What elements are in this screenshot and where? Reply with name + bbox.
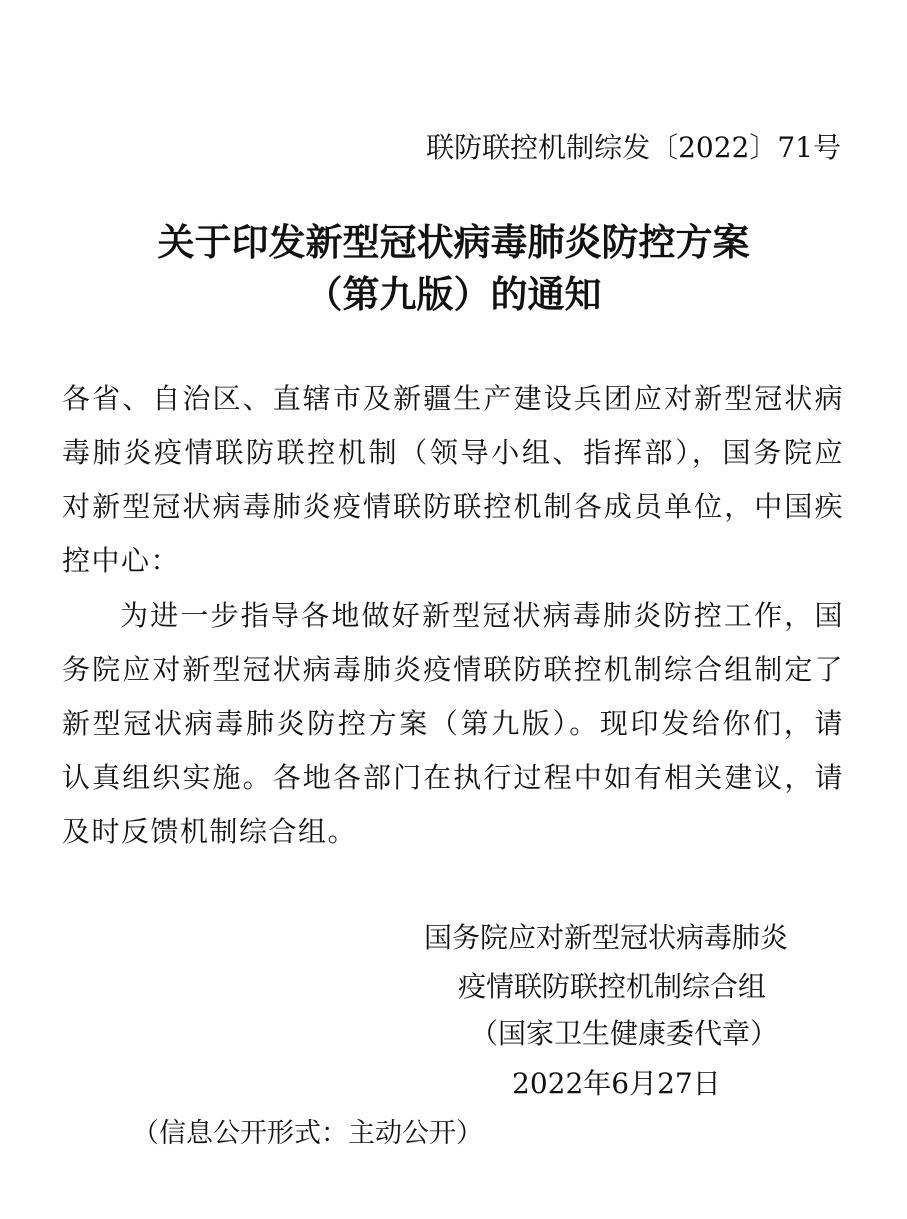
signature-seal-note: （国家卫生健康委代章）: [470, 1017, 779, 1050]
document-title-line-1: 关于印发新型冠状病毒肺炎防控方案: [157, 221, 750, 264]
signature-issuer-line-2: 疫情联防联控机制综合组: [458, 970, 767, 1003]
recipients-paragraph: 各省、自治区、直辖市及新疆生产建设兵团应对新型冠状病毒肺炎疫情联防联控机制（领导小组、指挥部），国务院应对新型冠状病毒肺炎疫情联防联控机制各成员单位，中国疾控中心：: [62, 382, 844, 577]
disclosure-note: （信息公开形式：主动公开）: [132, 1118, 483, 1149]
signature-date: 2022年6月27日: [512, 1067, 721, 1100]
document-number: 联防联控机制综发〔2022〕71号: [426, 131, 841, 164]
body-paragraph: 为进一步指导各地做好新型冠状病毒肺炎防控工作，国务院应对新型冠状病毒肺炎疫情联防联控机制综合组制定了新型冠状病毒肺炎防控方案（第九版）。现印发给你们，请认真组织实施。各地各部门在执行过程中如有相关建议，请及时反馈机制综合组。: [62, 599, 844, 848]
document-title-line-2: （第九版）的通知: [305, 273, 602, 316]
signature-issuer-line-1: 国务院应对新型冠状病毒肺炎: [424, 921, 789, 954]
